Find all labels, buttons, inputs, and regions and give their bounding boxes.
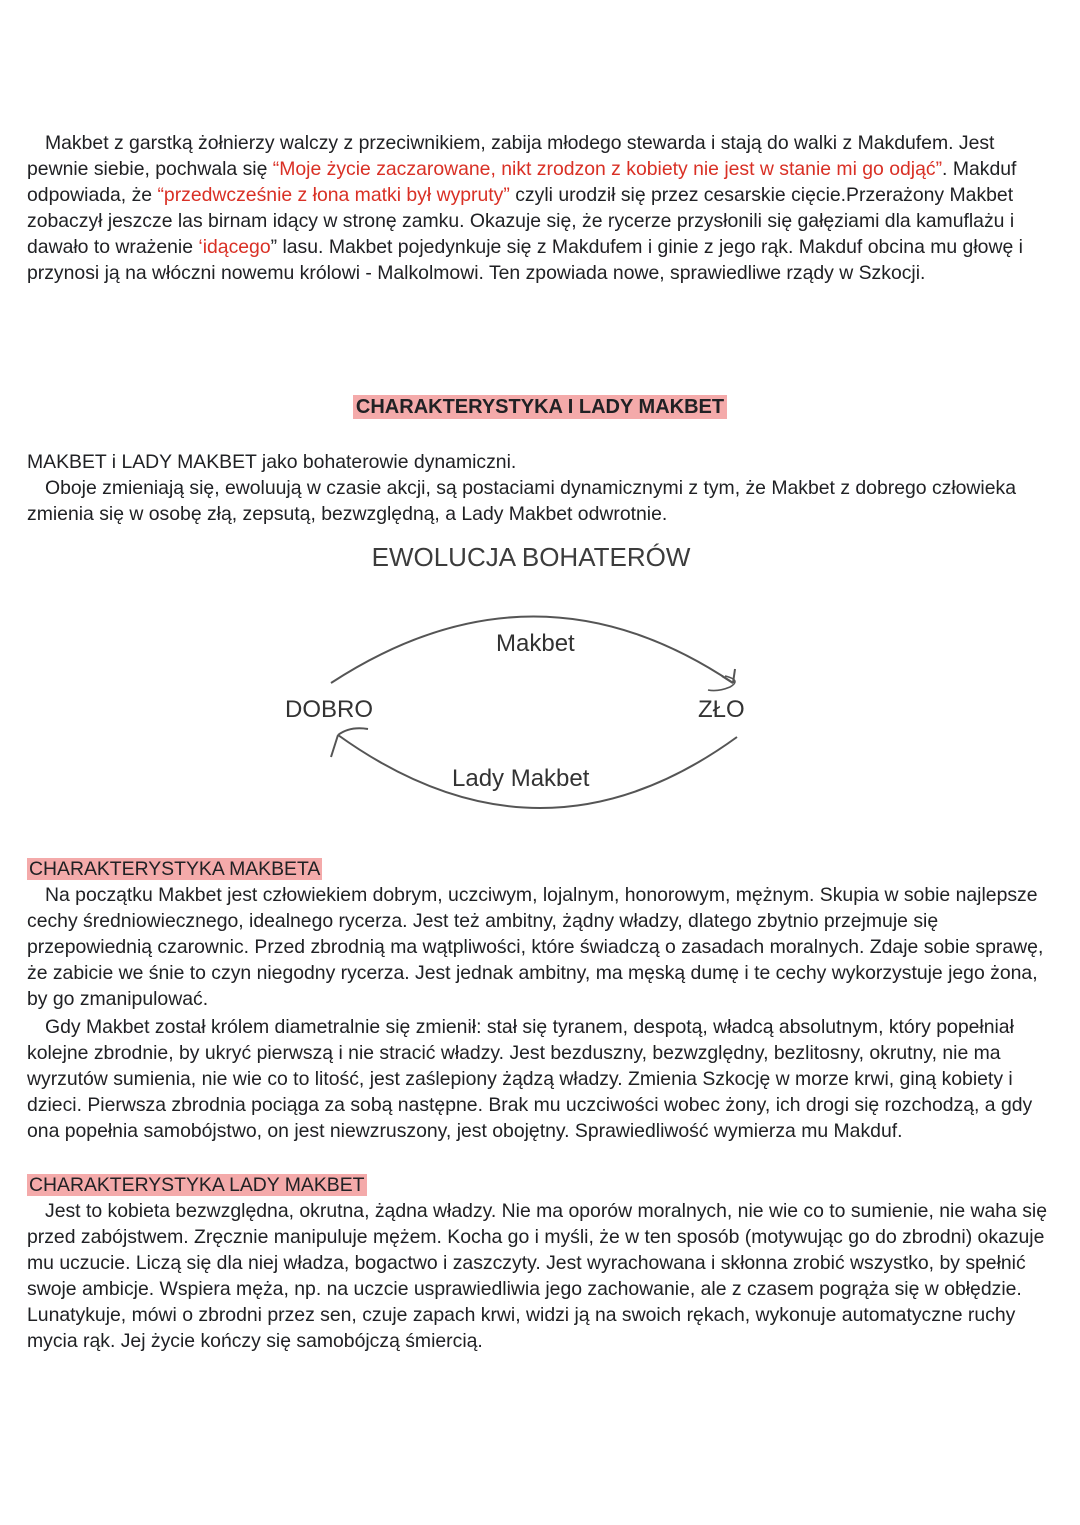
lady-paragraph: Jest to kobieta bezwzględna, okrutna, żądna władzy. Nie ma oporów moralnych, nie wie co to sumienie, nie waha się przed zabójstwem. Zręcznie manipuluje mężem. Kocha go i myśli, że w ten sposób (motywując go do zbrodni) okazuje mu uczucie. Liczą się dla niej władza, bogactwo i zaszczyty. Jest wyrachowana i skłonna zrobić wszystko, by spełnić swoje ambicje. Wspiera męża, np. na uczcie usprawiedliwia jego zachowanie, ale z czasem pogrąża się w obłędzie. Lunatykuje, mówi o zbrodni przez sen, czuje zapach krwi, widzi ją na swoich rękach, wykonuje automatyczne ruchy mycia rąk. Jej życie kończy się samobójczą śmiercią. — [27, 1200, 1048, 1352]
makbet-paragraph-2: Gdy Makbet został królem diametralnie się zmienił: stał się tyranem, despotą, władcą absolutnym, który popełniał kolejne zbrodnie, by ukryć pierwszą i nie stracić władzy. Jest bezduszny, bezwzględny, bezlitosny, okrutny, nie ma wyrzutów sumienia, nie wie co to litość, jest zaślepiony żądzą władzy. Zmienia Szkocję w morze krwi, giną kobiety i dzieci. Pierwsza zbrodnia pociąga za sobą następne. Brak mu uczciwości wobec żony, ich drogi się rozchodzą, a gdy ona popełnia samobójstwo, on jest niewzruszony, jest obojętny. Sprawiedliwość wymierza mu Makduf. — [27, 1016, 1033, 1142]
label-good: DOBRO — [285, 696, 374, 723]
label-makbet: Makbet — [496, 630, 575, 657]
dynamic-heroes-paragraph: MAKBET i LADY MAKBET jako bohaterowie dynamiczni. Oboje zmieniają się, ewoluują w czasie akcji, są postaciami dynamicznymi z tym, że Makbet z dobrego człowieka zmienia się w osobę złą, zepsutą, bezwzględną, a Lady Makbet odwrotnie. — [27, 451, 1017, 525]
quote-macduff: “przedwcześnie z łona matki był wypruty” — [157, 184, 510, 206]
lady-section-title: CHARAKTERYSTYKA LADY MAKBET — [29, 1174, 365, 1196]
intro-paragraph: Makbet z garstką żołnierzy walczy z przeciwnikiem, zabija młodego stewarda i stają do walki z Makdufem. Jest pewnie siebie, pochwala się “Moje życie zaczarowane, nikt zrodzon z kobiety nie jest w stanie mi go odjąć”. Makduf odpowiada, że “przedwcześnie z łona matki był wypruty” czyli urodził się przez cesarskie cięcie.Przerażony Makbet zobaczył jeszcze las birnam idący w stronę zamku. Okazuje się, że rycerze przysłonili się gałęziami dla kamuflażu i dawało to wrażenie ‘idącego” lasu. Makbet pojedynkuje się z Makdufem i ginie z jego rąk. Makduf obcina mu głowę i przynosi ją na włóczni nowemu królowi - Malkolmowi. Ten zpowiada nowe, sprawiedliwe rządy w Szkocji. — [27, 132, 1023, 284]
quote-macbeth: “Moje życie zaczarowane, nikt zrodzon z kobiety nie jest w stanie mi go odjąć” — [272, 158, 943, 180]
diagram-title: EWOLUCJA BOHATERÓW — [371, 542, 691, 572]
evolution-arrows — [0, 530, 1080, 840]
main-heading: CHARAKTERYSTYKA I LADY MAKBET — [0, 392, 1080, 422]
makbet-section-title: CHARAKTERYSTYKA MAKBETA — [29, 858, 321, 880]
evolution-diagram — [0, 530, 1080, 840]
label-lady-makbet: Lady Makbet — [452, 765, 590, 792]
label-evil: ZŁO — [698, 696, 745, 723]
makbet-paragraph-1: Na początku Makbet jest człowiekiem dobrym, uczciwym, lojalnym, honorowym, mężnym. Skupia w sobie najlepsze cechy średniowiecznego, idealnego rycerza. Jest też ambitny, żądny władzy, dlatego zbytnio przejmuje się przepowiednią czarownic. Przed zbrodnią ma wątpliwości, które świadczą o zasadach moralnych. Zdaje sobie sprawę, że zabicie we śnie to czyn niegodny rycerza. Jest jednak ambitny, ma męską dumę i te cechy wykorzystuje jego żona, by go zmanipulować. — [27, 884, 1044, 1010]
quote-walking: ‘idącego — [198, 236, 271, 258]
